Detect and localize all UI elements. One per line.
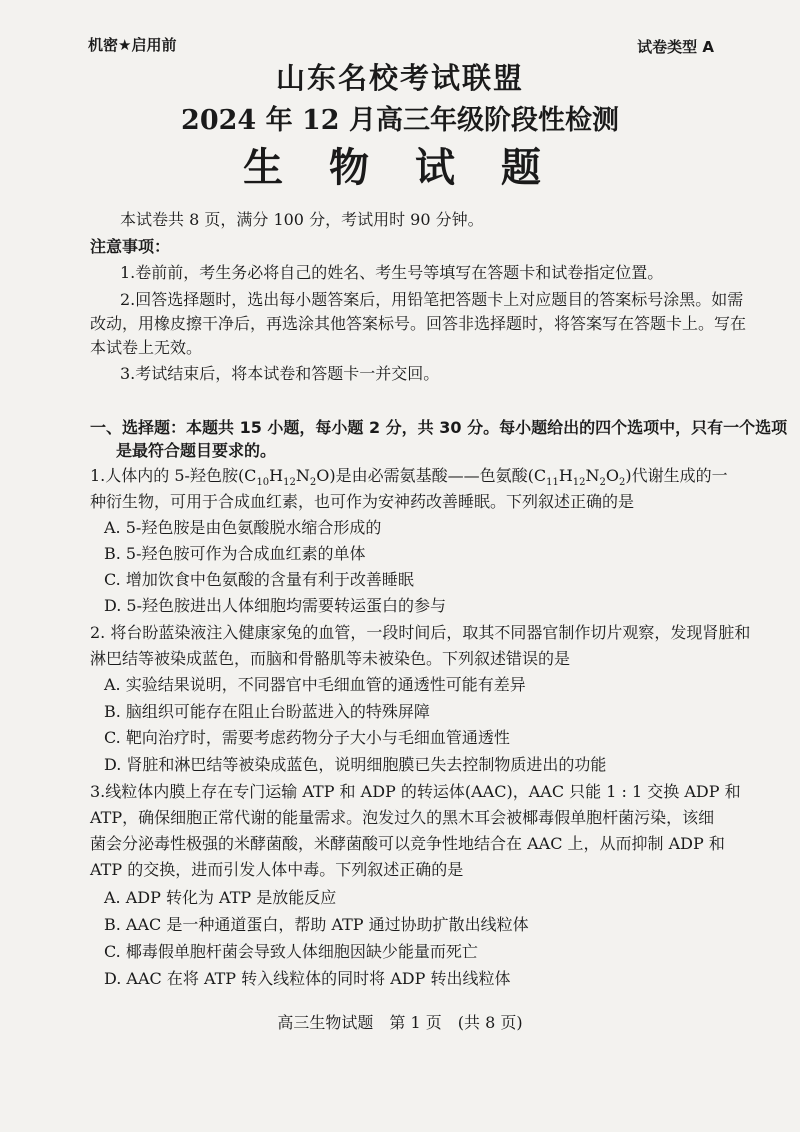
q1-option-a: A. 5-羟色胺是由色氨酸脱水缩合形成的: [104, 518, 382, 537]
notice-item-3: 3.考试结束后，将本试卷和答题卡一并交回。: [120, 364, 440, 383]
notice-item-2-line2: 改动，用橡皮擦干净后，再选涂其他答案标号。回答非选择题时，将答案写在答题卡上。写在: [90, 314, 747, 333]
q2-option-a: A. 实验结果说明，不同器官中毛细血管的通透性可能有差异: [104, 675, 526, 694]
notice-item-2-line1: 2.回答选择题时，选出每小题答案后，用铅笔把答题卡上对应题目的答案标号涂黑。如需: [120, 290, 744, 309]
exam-title: 2024 年 12 月高三年级阶段性检测: [181, 105, 619, 136]
q3-option-b: B. AAC 是一种通道蛋白，帮助 ATP 通过协助扩散出线粒体: [104, 915, 529, 934]
q3-stem-line1: 3.线粒体内膜上存在专门运输 ATP 和 ADP 的转运体(AAC)，AAC 只能 1 : 1 交换 ADP 和: [90, 782, 741, 801]
confidential-label: 机密★启用前: [88, 36, 177, 54]
q3-option-d: D. AAC 在将 ATP 转入线粒体的同时将 ADP 转出线粒体: [104, 969, 511, 988]
notice-heading: 注意事项：: [90, 237, 171, 256]
q2-stem-line2: 淋巴结等被染成蓝色，而脑和骨骼肌等未被染色。下列叙述错误的是: [90, 649, 571, 668]
notice-item-1: 1.卷前前，考生务必将自己的姓名、考生号等填写在答题卡和试卷指定位置。: [120, 263, 664, 282]
paper-type-label: 试卷类型 A: [637, 38, 714, 56]
section-heading-line1: 一、选择题：本题共 15 小题，每小题 2 分，共 30 分。每小题给出的四个选项中，只有一个选项: [90, 418, 788, 437]
q3-option-c: C. 椰毒假单胞杆菌会导致人体细胞因缺少能量而死亡: [104, 942, 478, 961]
q1-option-c: C. 增加饮食中色氨酸的含量有利于改善睡眠: [104, 570, 414, 589]
q2-option-d: D. 肾脏和淋巴结等被染成蓝色，说明细胞膜已失去控制物质进出的功能: [104, 755, 607, 774]
q3-stem-line4: ATP 的交换，进而引发人体中毒。下列叙述正确的是: [90, 860, 464, 879]
page-footer: 高三生物试题 第 1 页 (共 8 页): [277, 1013, 523, 1032]
subject-title: 生 物 试 题: [243, 145, 557, 191]
q2-option-c: C. 靶向治疗时，需要考虑药物分子大小与毛细血管通透性: [104, 728, 510, 747]
q1-option-d: D. 5-羟色胺进出人体细胞均需要转运蛋白的参与: [104, 596, 447, 615]
q1-stem-line1: 1.人体内的 5-羟色胺$(C_{10}H_{12}N_2O)$是由必需氨基酸——色氨酸$(C_{11}H_{12}N_2O_2)$代谢生成的一: [90, 466, 728, 489]
notice-item-2-line3: 本试卷上无效。: [90, 338, 203, 357]
intro-text: 本试卷共 8 页，满分 100 分，考试用时 90 分钟。: [120, 210, 484, 229]
q3-stem-line2: ATP，确保细胞正常代谢的能量需求。泡发过久的黑木耳会被椰毒假单胞杆菌污染，该细: [90, 808, 715, 827]
org-title: 山东名校考试联盟: [275, 61, 524, 95]
q1-option-b: B. 5-羟色胺可作为合成血红素的单体: [104, 544, 366, 563]
q3-stem-line3: 菌会分泌毒性极强的米酵菌酸，米酵菌酸可以竞争性地结合在 AAC 上，从而抑制 ADP 和: [90, 834, 725, 853]
q2-stem-line1: 2. 将台盼蓝染液注入健康家兔的血管，一段时间后，取其不同器官制作切片观察，发现肾脏和: [90, 623, 751, 642]
q1-stem-line2: 种衍生物，可用于合成血红素，也可作为安神药改善睡眠。下列叙述正确的是: [90, 492, 635, 511]
section-heading-line2: 是最符合题目要求的。: [116, 441, 277, 460]
q3-option-a: A. ADP 转化为 ATP 是放能反应: [104, 888, 337, 907]
q2-option-b: B. 脑组织可能存在阻止台盼蓝进入的特殊屏障: [104, 702, 430, 721]
